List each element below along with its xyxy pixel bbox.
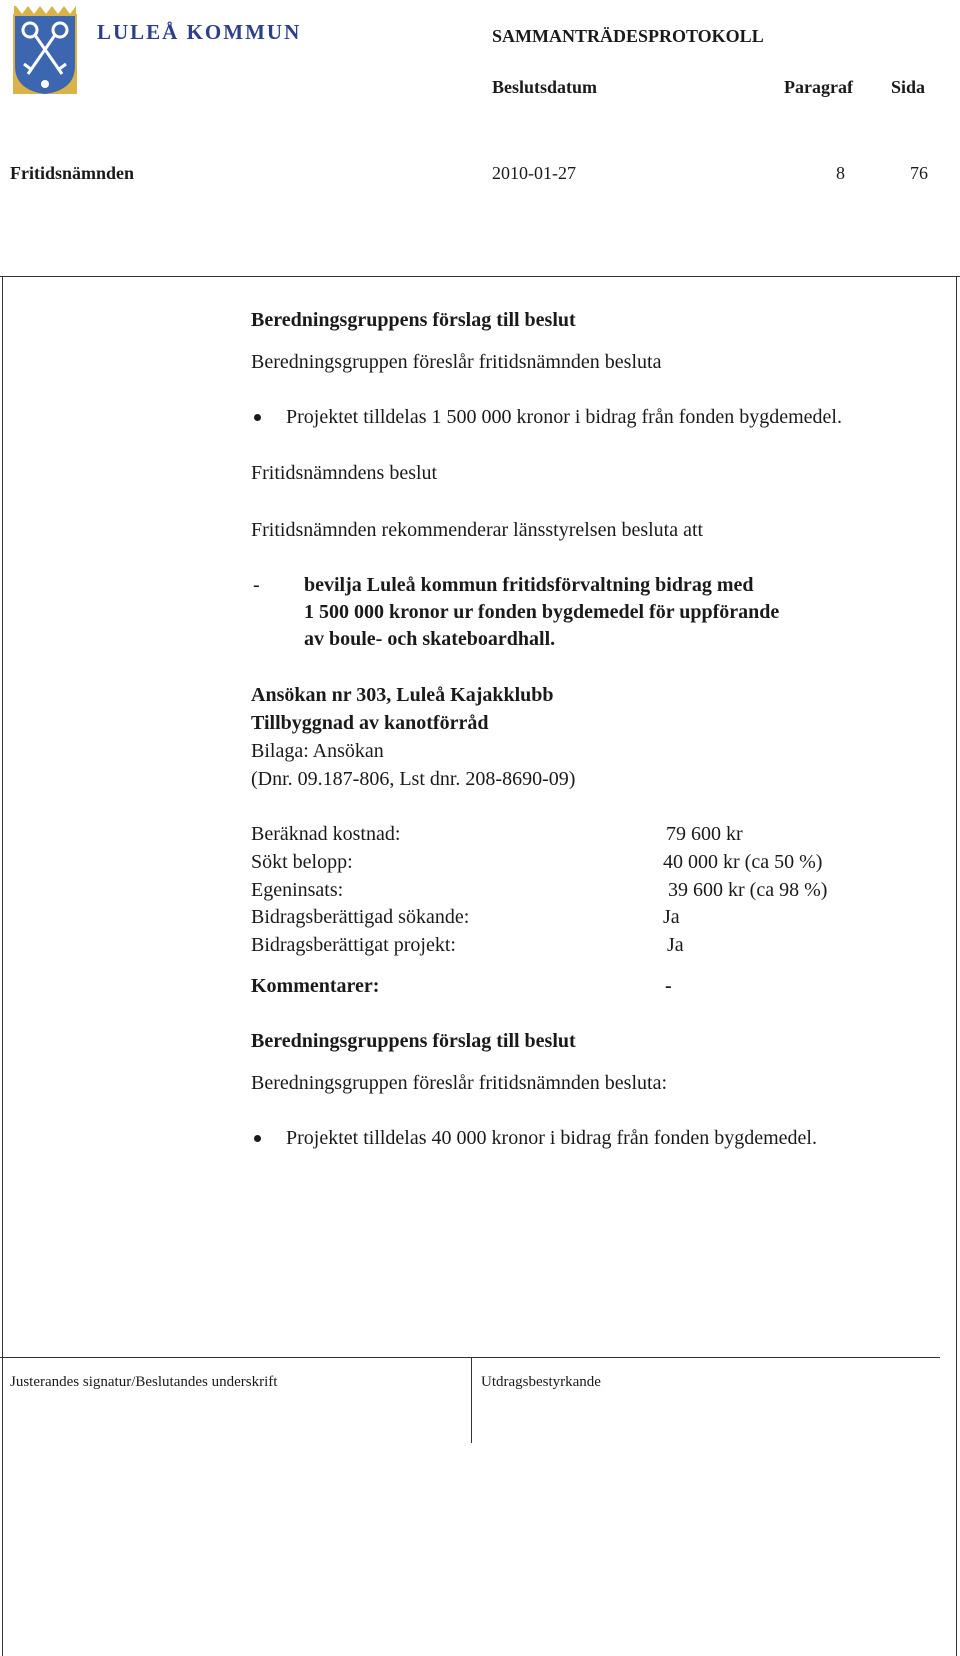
row-label-cost: Beräknad kostnad: xyxy=(251,823,401,845)
column-decision-date: Beslutsdatum xyxy=(492,77,598,97)
committee-name: Fritidsnämnden xyxy=(10,163,135,183)
comments-value: - xyxy=(665,975,672,997)
extract-certification-label: Utdragsbestyrkande xyxy=(481,1374,601,1390)
signature-label: Justerandes signatur/Beslutandes underskrift xyxy=(10,1374,278,1390)
decision-line-3: av boule- och skateboardhall. xyxy=(304,628,556,650)
application-subtitle: Tillbyggnad av kanotförråd xyxy=(251,712,489,734)
frame-top-border xyxy=(0,276,960,277)
page-number: 76 xyxy=(910,163,928,183)
section1-intro: Beredningsgruppen föreslår fritidsnämnden besluta xyxy=(251,351,662,373)
row-value-eligible-project: Ja xyxy=(667,934,684,956)
footer-rule xyxy=(0,1357,940,1358)
application-reference: (Dnr. 09.187-806, Lst dnr. 208-8690-09) xyxy=(251,768,576,790)
row-label-eligible-applicant: Bidragsberättigad sökande: xyxy=(251,906,470,928)
row-value-requested: 40 000 kr (ca 50 %) xyxy=(663,851,823,873)
decision-heading: Fritidsnämndens beslut xyxy=(251,462,438,484)
decision-date: 2010-01-27 xyxy=(492,163,576,183)
bullet-marker xyxy=(254,1135,261,1142)
section1-bullet: Projektet tilldelas 1 500 000 kronor i bidrag från fonden bygdemedel. xyxy=(286,406,842,428)
luleå-crest-logo xyxy=(12,4,78,96)
org-name: LULEÅ KOMMUN xyxy=(97,20,302,44)
paragraph-number: 8 xyxy=(836,163,845,183)
row-value-own-contribution: 39 600 kr (ca 98 %) xyxy=(668,879,828,901)
column-page: Sida xyxy=(891,77,926,97)
row-label-eligible-project: Bidragsberättigat projekt: xyxy=(251,934,456,956)
decision-line-1: bevilja Luleå kommun fritidsförvaltning bidrag med xyxy=(304,574,754,596)
comments-label: Kommentarer: xyxy=(251,975,380,997)
decision-dash: - xyxy=(253,574,260,596)
frame-left-border xyxy=(2,276,3,1656)
document-type: SAMMANTRÄDESPROTOKOLL xyxy=(492,26,764,46)
section1-heading: Beredningsgruppens förslag till beslut xyxy=(251,309,576,331)
frame-right-border xyxy=(956,276,957,1656)
column-paragraph: Paragraf xyxy=(784,77,853,97)
row-value-cost: 79 600 kr xyxy=(666,823,743,845)
section2-intro: Beredningsgruppen föreslår fritidsnämnden besluta: xyxy=(251,1072,667,1094)
application-attachment: Bilaga: Ansökan xyxy=(251,740,384,762)
application-title: Ansökan nr 303, Luleå Kajakklubb xyxy=(251,684,554,706)
section2-bullet: Projektet tilldelas 40 000 kronor i bidrag från fonden bygdemedel. xyxy=(286,1127,817,1149)
bullet-marker xyxy=(254,414,261,421)
section2-heading: Beredningsgruppens förslag till beslut xyxy=(251,1030,576,1052)
row-value-eligible-applicant: Ja xyxy=(663,906,680,928)
row-label-own-contribution: Egeninsats: xyxy=(251,879,344,901)
row-label-requested: Sökt belopp: xyxy=(251,851,353,873)
decision-intro: Fritidsnämnden rekommenderar länsstyrelsen besluta att xyxy=(251,519,704,541)
decision-line-2: 1 500 000 kronor ur fonden bygdemedel för uppförande xyxy=(304,601,780,623)
footer-divider xyxy=(471,1357,472,1443)
